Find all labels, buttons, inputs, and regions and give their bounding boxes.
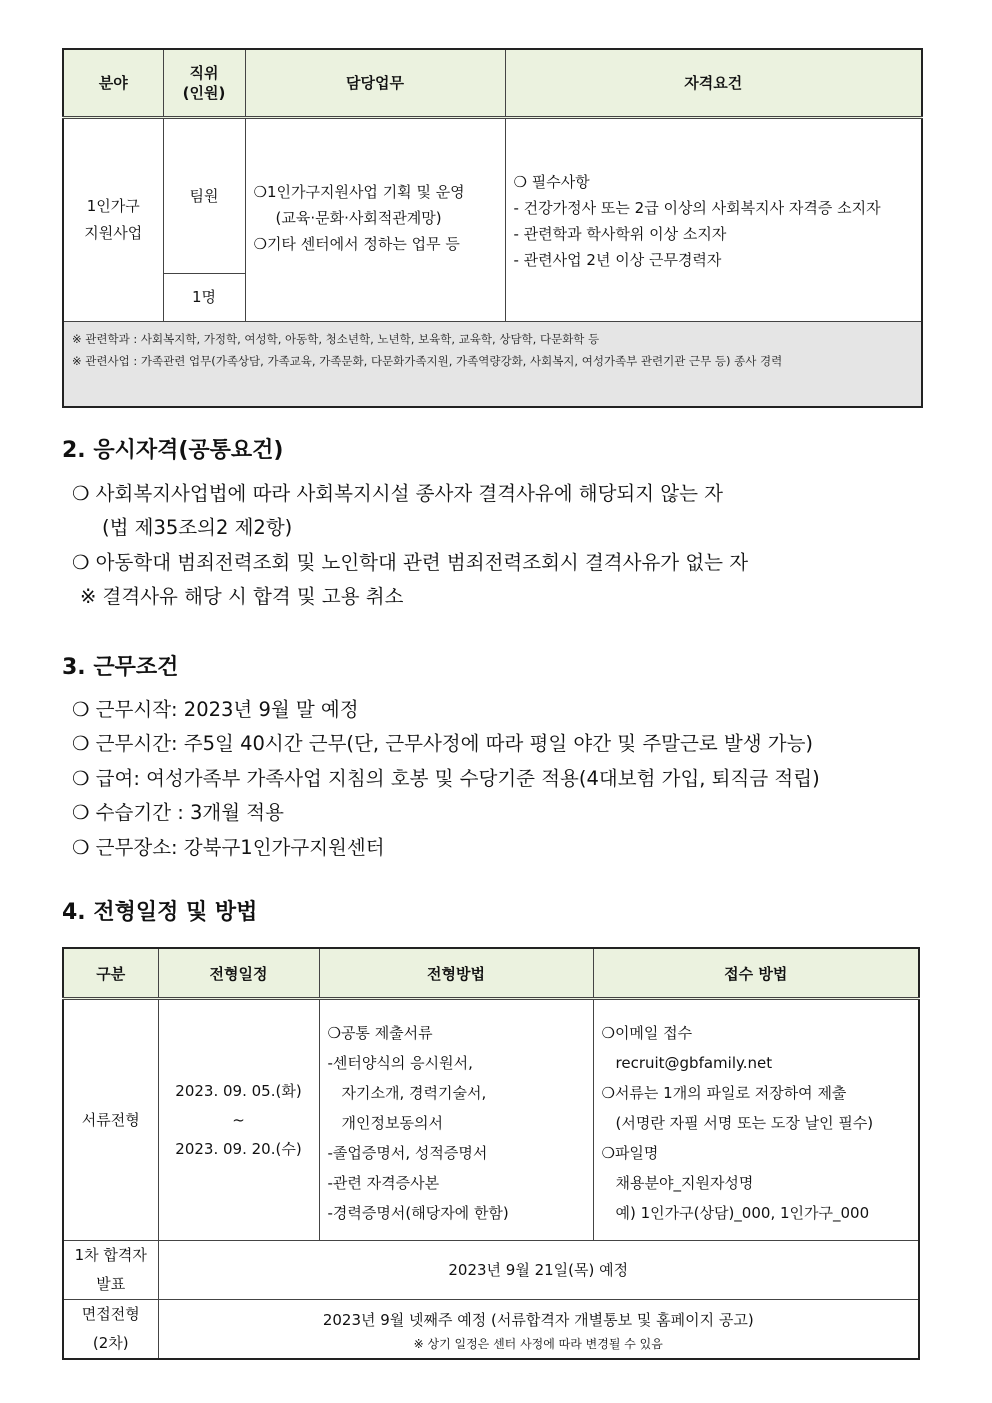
- stage-line: (2차): [92, 1334, 129, 1352]
- stage-line: 1차 합격자: [74, 1246, 147, 1264]
- stage-line: 발표: [96, 1275, 126, 1293]
- table-header-row: [63, 948, 919, 999]
- table-row: [63, 118, 922, 274]
- method-line: -경력증명서(해당자에 한함): [327, 1204, 509, 1222]
- header-position-line2: (인원): [182, 84, 226, 102]
- text-line: ❍ 급여: 여성가족부 가족사업 지침의 호봉 및 수당기준 적용(4대보험 가입, 퇴직금 적립): [72, 767, 820, 790]
- schedule-cell: [158, 999, 319, 1241]
- method-line: ❍공통 제출서류: [327, 1024, 433, 1042]
- header-schedule: 전형일정: [158, 948, 319, 999]
- reception-cell: [593, 999, 919, 1241]
- qualifications-cell: [505, 118, 922, 322]
- notes-row: [63, 322, 922, 408]
- interview-text: 2023년 9월 넷째주 예정 (서류합격자 개별통보 및 홈페이지 공고): [322, 1310, 754, 1329]
- section-title: 2. 응시자격(공통요건): [62, 438, 284, 463]
- field-line: 지원사업: [84, 224, 143, 242]
- reception-line: ❍서류는 1개의 파일로 저장하여 제출: [601, 1084, 847, 1102]
- stage-line: 면접전형: [81, 1305, 140, 1323]
- table-row: [63, 1241, 919, 1300]
- schedule-line: 2023. 09. 20.(수): [175, 1139, 302, 1158]
- qualification-line: - 건강가정사 또는 2급 이상의 사회복지사 자격증 소지자: [513, 199, 881, 217]
- header-qualifications: 자격요건: [505, 49, 922, 118]
- header-field: 분야: [63, 49, 163, 118]
- qualification-line: ❍ 필수사항: [513, 173, 590, 191]
- position-cell: 팀원: [163, 118, 245, 274]
- reception-line: 예) 1인가구(상담)_000, 1인가구_000: [615, 1204, 870, 1222]
- section-title: 4. 전형일정 및 방법: [62, 900, 258, 925]
- qualification-line: - 관련학과 학사학위 이상 소지자: [513, 225, 727, 243]
- text-line: (법 제35조의2 제2항): [102, 516, 293, 539]
- method-line: -센터양식의 응시원서,: [327, 1054, 473, 1072]
- header-method: 전형방법: [319, 948, 593, 999]
- method-line: 개인정보동의서: [341, 1114, 443, 1132]
- text-line: ❍ 근무장소: 강북구1인가구지원센터: [72, 836, 385, 859]
- header-duties: 담당업무: [245, 49, 505, 118]
- header-stage: 구분: [63, 948, 158, 999]
- schedule-table: [62, 947, 920, 1360]
- headcount-cell: 1명: [163, 274, 245, 322]
- table-row: [63, 1300, 919, 1360]
- text-line: ❍ 근무시작: 2023년 9월 말 예정: [72, 698, 359, 721]
- duty-line: (교육·문화·사회적관계망): [275, 209, 442, 227]
- reception-line: (서명란 자필 서명 또는 도장 날인 필수): [615, 1114, 874, 1132]
- duty-line: ❍기타 센터에서 정하는 업무 등: [253, 235, 460, 253]
- stage-cell: 서류전형: [63, 999, 158, 1241]
- field-cell: [63, 118, 163, 322]
- table-row: [63, 999, 919, 1241]
- table-header-row: [63, 49, 922, 118]
- duties-cell: [245, 118, 505, 322]
- method-line: -졸업증명서, 성적증명서: [327, 1144, 488, 1162]
- email-address: recruit@gbfamily.net: [615, 1054, 773, 1072]
- stage-cell: [63, 1300, 158, 1360]
- qualification-line: - 관련사업 2년 이상 근무경력자: [513, 251, 722, 269]
- schedule-line: 2023. 09. 05.(화): [175, 1081, 302, 1100]
- interview-cell: [158, 1300, 919, 1360]
- header-position-line1: 직위: [189, 64, 219, 82]
- method-line: -관련 자격증사본: [327, 1174, 440, 1192]
- method-cell: [319, 999, 593, 1241]
- note-line: ※ 관련사업 : 가족관련 업무(가족상담, 가족교육, 가족문화, 다문화가족지원, 가족역량강화, 사회복지, 여성가족부 관련기관 근무 등) 종사 경력: [72, 354, 783, 368]
- note-line: ※ 관련학과 : 사회복지학, 가정학, 여성학, 아동학, 청소년학, 노년학, 보육학, 교육학, 상담학, 다문화학 등: [72, 332, 600, 346]
- stage-cell: [63, 1241, 158, 1300]
- interview-note: ※ 상기 일정은 센터 사정에 따라 변경될 수 있음: [413, 1336, 663, 1351]
- text-line: ❍ 사회복지사업법에 따라 사회복지시설 종사자 결격사유에 해당되지 않는 자: [72, 482, 724, 505]
- text-line: ※ 결격사유 해당 시 합격 및 고용 취소: [80, 585, 404, 608]
- method-line: 자기소개, 경력기술서,: [341, 1084, 487, 1102]
- reception-line: ❍이메일 접수: [601, 1024, 693, 1042]
- text-line: ❍ 근무시간: 주5일 40시간 근무(단, 근무사정에 따라 평일 야간 및 주말근로 발생 가능): [72, 732, 814, 755]
- duty-line: ❍1인가구지원사업 기획 및 운영: [253, 183, 465, 201]
- reception-line: 채용분야_지원자성명: [615, 1174, 754, 1192]
- reception-line: ❍파일명: [601, 1144, 659, 1162]
- notes-cell: [63, 322, 922, 408]
- text-line: ❍ 수습기간 : 3개월 적용: [72, 801, 284, 824]
- header-reception: 접수 방법: [593, 948, 919, 999]
- header-position: [163, 49, 245, 118]
- recruitment-table: [62, 48, 923, 408]
- text-line: ❍ 아동학대 범죄전력조회 및 노인학대 관련 범죄전력조회시 결격사유가 없는 자: [72, 551, 749, 574]
- announcement-cell: 2023년 9월 21일(목) 예정: [158, 1241, 919, 1300]
- section-title: 3. 근무조건: [62, 655, 179, 680]
- field-line: 1인가구: [86, 197, 140, 215]
- schedule-line: ~: [232, 1110, 245, 1129]
